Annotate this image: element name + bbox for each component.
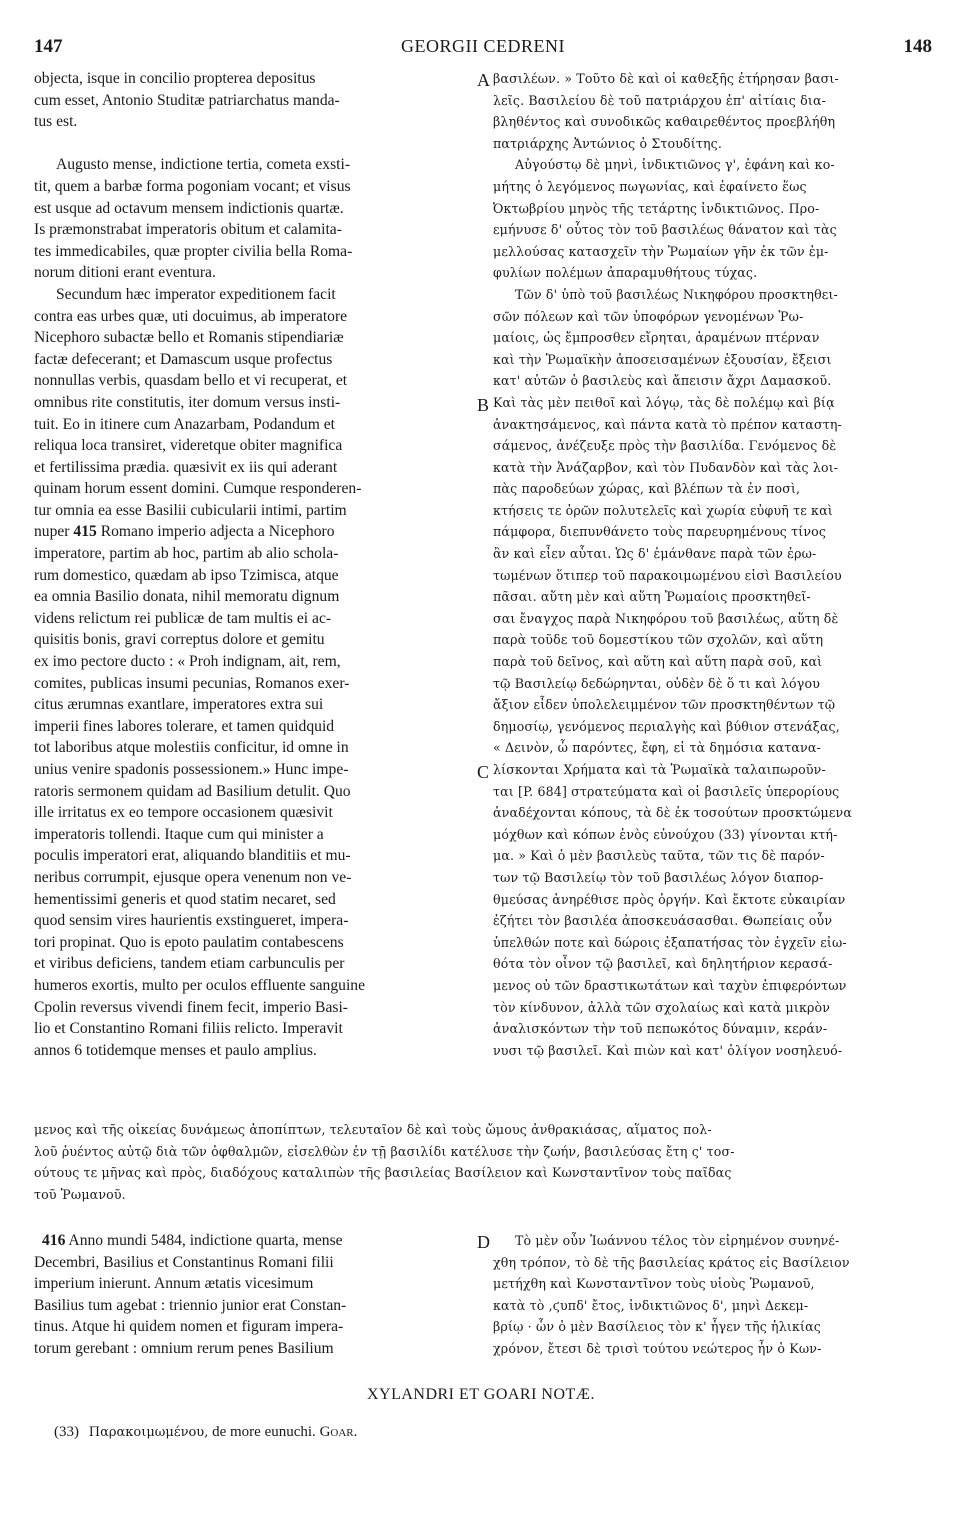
text-line: νυσι τῷ βασιλεῖ. Καὶ πιὼν καὶ κατ' ὀλίγον νοσηλευό- bbox=[493, 1042, 843, 1058]
text-line: « Δεινὸν, ὦ παρόντες, ἔφη, εἰ τὰ δημόσια κατανα- bbox=[493, 740, 821, 756]
text-line: imperium inierunt. Annum ætatis vicesimum bbox=[34, 1275, 314, 1293]
text-line: tus est. bbox=[34, 113, 78, 131]
text-line: λοῦ ῥυέντος αὐτῷ διὰ τῶν ὀφθαλμῶν, εἰσελθὼν ἐν τῇ βασιλίδι κατέλυσε τὴν ζωήν, βασιλεύσας ἔτη ς' τοσ- bbox=[34, 1143, 735, 1159]
text-line bbox=[34, 133, 474, 155]
text-line: πατριάρχης Ἀντώνιος ὁ Στουδίτης. bbox=[493, 135, 723, 151]
text-line: tes immedicabiles, quæ propter civilia bella Roma- bbox=[34, 242, 353, 260]
text-line: τωμένων ὅτιπερ τοῦ παρακοιμωμένου εἰσὶ Βασιλείου bbox=[493, 567, 842, 583]
text-line: ούτους τε μῆνας καὶ πρὸς, διαδόχους καταλιπὼν τῆς βασιλείας Βασίλειον καὶ Κωνσταντῖνον τοὺς παῖδας bbox=[34, 1165, 732, 1181]
text-line: est usque ad octavum mensem indictionis quartæ. bbox=[34, 199, 344, 217]
latin-column-top bbox=[34, 68, 474, 1061]
text-line: ex imo pectore ducto : « Proh indignam, ait, rem, bbox=[34, 653, 341, 671]
text-line: ille irritatus ex eo tempore occasionem quæsivit bbox=[34, 804, 333, 822]
text-line: Ὀκτωβρίου μηνὸς τῆς τετάρτης ἰνδικτιῶνος. Προ- bbox=[493, 200, 820, 216]
text-line: nonnullas verbis, quasdam bello et vi recuperat, et bbox=[34, 372, 348, 390]
text-line: θότα τὸν οἶνον τῷ βασιλεῖ, καὶ δηλητήριον κερασά- bbox=[493, 956, 833, 972]
text-line: Nicephoro subactæ bello et Romanis stipendiariæ bbox=[34, 329, 344, 347]
text-line: χθη τρόπον, τὸ δὲ τῆς βασιλείας κράτος εἰς Βασίλειον bbox=[493, 1254, 850, 1270]
inline-page-marker: 415 bbox=[73, 523, 97, 541]
text-line: videns relictum rei publicæ de tam multis ei ac- bbox=[34, 609, 332, 627]
text-line: κτήσεις τε ὁρῶν πολυτελεῖς καὶ χωρία εὐφυῆ τε καὶ bbox=[493, 502, 833, 518]
text-line: quinam horum essent domini. Cumque responderen- bbox=[34, 480, 362, 498]
text-line: Augusto mense, indictione tertia, cometa exsti- bbox=[56, 156, 351, 174]
text-line: μόχθων καὶ κόπων ἑνὸς εὐνούχου (33) γίνονται κτή- bbox=[493, 826, 838, 842]
footnote-text: de more eunuchi. bbox=[212, 1424, 316, 1440]
greek-column-top bbox=[493, 68, 933, 1061]
greek-column-bottom bbox=[493, 1230, 933, 1360]
text-line: Τῶν δ' ὑπὸ τοῦ βασιλέως Νικηφόρου προσκτηθει- bbox=[515, 286, 838, 302]
text-line: πᾶσαι. αὕτη μὲν καὶ αὕτη Ῥωμαίοις προσκτηθεῖ- bbox=[493, 589, 811, 605]
text-line: et viribus deficiens, tandem etiam carbunculis per bbox=[34, 955, 345, 973]
page-header bbox=[34, 36, 932, 62]
text-line: σῶν πόλεων καὶ τῶν ὑποφόρων γενομένων Ῥω- bbox=[493, 308, 804, 324]
text-line: lio et Constantino Romani filiis relicto. Imperavit bbox=[34, 1020, 343, 1038]
text-line: comites, publicas insumi pecunias, Romanos exer- bbox=[34, 674, 350, 692]
footnote-greek-word: Παρακοιμωμένου, bbox=[88, 1425, 209, 1440]
text-line: torum gerebant : omnium rerum penes Basilium bbox=[34, 1339, 334, 1357]
text-line: neribus corrumpit, ejusque opera venenum non ve- bbox=[34, 868, 352, 886]
text-line: objecta, isque in concilio propterea depositus bbox=[34, 70, 316, 87]
text-line: λίσκονται Χρήματα καὶ τὰ Ῥωμαϊκὰ ταλαιπωροῦν- bbox=[493, 762, 826, 777]
text-line: πὰς παροδεύων χώρας, καὶ βλέπων τὰ ἐν ποσὶ, bbox=[493, 481, 801, 497]
footnote-author: Goar. bbox=[319, 1424, 358, 1440]
text-line: καὶ τὴν Ῥωμαϊκὴν ἀποσεισαμένων ἐξουσίαν, ἔξεισι bbox=[493, 351, 832, 367]
text-line: humeros exortis, multo per oculos effluente sanguine bbox=[34, 976, 366, 994]
text-line: imperatoris tollendi. Itaque cum qui minister a bbox=[34, 825, 324, 843]
text-line: μελλούσας κατασχεῖν τὴν Ῥωμαίων γῆν ἐκ τῶν ἐμ- bbox=[493, 243, 829, 259]
text-line: reliqua loca transiret, videretque obiter magnifica bbox=[34, 437, 343, 455]
text-line: norum ditioni erant eventura. bbox=[34, 264, 216, 282]
text-line: ea omnia Basilio donata, nihil memoratu dignum bbox=[34, 588, 340, 606]
latin-column-bottom bbox=[34, 1230, 474, 1360]
text-line: σαι ἔναγχος παρὰ Νικηφόρου τοῦ βασιλέως, αὕτη δὲ bbox=[493, 610, 839, 626]
text-line: Decembri, Basilius et Constantinus Romani filii bbox=[34, 1253, 334, 1271]
text-line: tori propinat. Quo is epoto paulatim contabescens bbox=[34, 933, 344, 951]
text-line: nuper 415 Romano imperio adjecta a Nicephoro bbox=[34, 523, 335, 541]
text-line: μήτης ὁ λεγόμενος πωγωνίας, καὶ ἐφαίνετο ἕως bbox=[493, 178, 807, 194]
text-line: ἀναδέχονται κόπους, τὰ δὲ ἐκ τοσούτων προσκτώμενα bbox=[493, 805, 852, 821]
text-line: Καὶ τὰς μὲν πειθοῖ καὶ λόγῳ, τὰς δὲ πολέμῳ καὶ βίᾳ bbox=[493, 394, 835, 410]
text-line: tit, quem a barbæ forma pogoniam vocant; et visus bbox=[34, 177, 351, 195]
text-line: unius venire spadonis possessionem.» Hunc impe- bbox=[34, 761, 349, 778]
notes-heading: XYLANDRI ET GOARI NOTÆ. bbox=[366, 1386, 596, 1403]
text-line: βληθέντος καὶ συνοδικῶς καθαιρεθέντος προεβλήθη bbox=[493, 114, 836, 130]
text-line: Τὸ μὲν οὖν Ἰωάννου τέλος τὸν εἰρημένον συνηνέ- bbox=[515, 1233, 840, 1248]
text-line: imperii fines labores tolerare, et tamen quidquid bbox=[34, 717, 335, 735]
text-line: δημοσίῳ, γενόμενος περιαλγὴς καὶ βύθιον στενάξας, bbox=[493, 718, 840, 734]
text-line: et fertilissima prædia. quæsivit ex iis qui aderant bbox=[34, 458, 338, 476]
text-line: imperatore, partim ab hoc, partim ab alio schola- bbox=[34, 545, 339, 563]
text-line: τὸν κίνδυνον, ἀλλὰ τῶν σχολαίως καὶ κατὰ μικρὸν bbox=[493, 999, 831, 1015]
footnote-ref: (33) bbox=[54, 1424, 79, 1440]
text-line: παρὰ τοῦδε τοῦ δομεστίκου τῶν σχολῶν, καὶ αὕτη bbox=[493, 632, 824, 648]
right-page-number: 148 bbox=[903, 36, 932, 57]
greek-spanning-paragraph bbox=[34, 1119, 932, 1205]
text-line: 416 Anno mundi 5484, indictione quarta, mense bbox=[42, 1232, 343, 1249]
text-line: rum domestico, quædam ab ipso Tzimisca, atque bbox=[34, 566, 339, 584]
text-line: cum esset, Antonio Studitæ patriarchatus manda- bbox=[34, 91, 340, 109]
margin-marker-c: C bbox=[477, 762, 490, 782]
text-line: σάμενος, ἀνέζευξε πρὸς τὴν βασιλίδα. Γενόμενος δὲ bbox=[493, 438, 837, 454]
text-line: Cpolin reversus vivendi finem fecit, imperio Basi- bbox=[34, 998, 348, 1016]
inline-page-marker: 416 bbox=[42, 1232, 66, 1249]
text-line: Secundum hæc imperator expeditionem facit bbox=[56, 285, 336, 303]
text-line: κατὰ τὴν Ἀνάζαρβον, καὶ τὸν Πυδανδὸν καὶ τὰς λοι- bbox=[493, 459, 839, 475]
text-line: Αὐγούστῳ δὲ μηνὶ, ἰνδικτιῶνος γ', ἐφάνη καὶ κο- bbox=[515, 157, 835, 173]
text-line: λεῖς. Βασιλείου δὲ τοῦ πατριάρχου ἐπ' αἰτίαις δια- bbox=[493, 92, 827, 108]
text-line: ἀνακτησάμενος, καὶ πάντα κατὰ τὸ πρέπον καταστη- bbox=[493, 416, 842, 432]
text-line: ratoris sermonem quidam ad Basilium detulit. Quo bbox=[34, 782, 351, 800]
text-line: ἐζήτει τὸν βασιλέα ἀποσκευάσασθαι. Θωπείαις οὖν bbox=[493, 913, 833, 929]
text-line: ται [P. 684] στρατεύματα καὶ οἱ βασιλεῖς ὑπερορίους bbox=[493, 783, 840, 799]
text-line: tot laboribus atque molestiis conficitur, id omne in bbox=[34, 739, 349, 757]
text-line: Basilius tum agebat : triennio junior erat Constan- bbox=[34, 1296, 347, 1314]
text-line: θμεύσας ἀνηρέθισε πρὸς ὀργήν. Καὶ ἔκτοτε εὐκαιρίαν bbox=[493, 891, 846, 907]
text-line: quisitis bonis, gravi correptus dolore et gemitu bbox=[34, 631, 325, 649]
text-line: κατ' αὐτῶν ὁ βασιλεὺς καὶ ἄπεισιν ἄχρι Δαμασκοῦ. bbox=[493, 373, 832, 389]
text-line: μα. » Καὶ ὁ μὲν βασιλεὺς ταῦτα, τῶν τις δὲ παρόν- bbox=[493, 848, 825, 864]
text-line: tinus. Atque hi quidem nomen et figuram impera- bbox=[34, 1318, 344, 1336]
text-line: μετήχθη καὶ Κωνσταντῖνον τοὺς υἱοὺς Ῥωμανοῦ, bbox=[493, 1276, 815, 1292]
text-line: τῷ Βασιλείῳ δεδώρηνται, οὐδὲν δὲ ὅ τι καὶ λόγου bbox=[493, 675, 820, 691]
text-line: omnibus rite constitutis, iter domum versus insti- bbox=[34, 393, 341, 411]
text-line: χρόνον, ἔτεσι δὲ τρισὶ τούτου νεώτερος ἦν ὁ Κων- bbox=[493, 1340, 822, 1356]
text-line: παρὰ τοῦ δεῖνος, καὶ αὕτη καὶ αὕτη παρὰ σοῦ, καὶ bbox=[493, 654, 823, 670]
text-line: poculis imperatori erat, aliquando blanditiis et mu- bbox=[34, 847, 351, 865]
text-line: εμήνυσε δ' οὗτος τὸν τοῦ βασιλέως θάνατον καὶ τὰς bbox=[493, 222, 837, 238]
text-line: factæ defecerant; et Damascum usque profectus bbox=[34, 350, 333, 368]
margin-marker-a: A bbox=[477, 70, 490, 90]
text-line: contra eas urbes quæ, uti docuimus, ab imperatore bbox=[34, 307, 348, 325]
text-line: ἂν καὶ εἶεν αὗται. Ὡς δ' ἐμάνθανε παρὰ τῶν ἐρω- bbox=[493, 546, 817, 562]
margin-marker-b: B bbox=[477, 395, 490, 415]
running-title: GEORGII CEDRENI bbox=[401, 36, 565, 56]
text-line: πάμφορα, διεπυνθάνετο τοὺς παρευρημένους τίνος bbox=[493, 524, 827, 540]
text-line: βασιλέων. » Τοῦτο δὲ καὶ οἱ καθεξῆς ἐτήρησαν βασι- bbox=[493, 71, 839, 86]
text-line: tuit. Eo in itinere cum Anazarbam, Podandum et bbox=[34, 415, 335, 433]
text-line: annos 6 totidemque menses et paulo amplius. bbox=[34, 1041, 317, 1059]
text-line: μενος καὶ τῆς οἰκείας δυνάμεως ἀποπίπτων, τελευταῖον δὲ καὶ τοὺς ὤμους ἀνθρακιάσας, αἵματος πολ- bbox=[34, 1122, 712, 1137]
text-line: βρίῳ · ὧν ὁ μὲν Βασίλειος τὸν κ' ἦγεν τῆς ἡλικίας bbox=[493, 1319, 821, 1335]
text-line: μενος οὐ τῶν δραστικωτάτων καὶ ταχὺν ἐπιφερόντων bbox=[493, 977, 847, 993]
text-line: ἀναλισκόντων τὴν τοῦ πεπωκότος δύναμιν, κεράν- bbox=[493, 1021, 828, 1037]
text-line: ὑπελθών ποτε καὶ δώροις ἐξαπατήσας τὸν ἐγχεῖν εἰω- bbox=[493, 934, 847, 950]
text-line: μαίοις, ὡς ἔμπροσθεν εἴρηται, ἀραμένων πτέρναν bbox=[493, 330, 820, 346]
left-page-number: 147 bbox=[34, 36, 63, 57]
text-line: citus ærumnas exantlare, imperatores extra sui bbox=[34, 696, 324, 714]
text-line: των τῷ Βασιλείῳ τὸν τοῦ βασιλέως λόγον διαπορ- bbox=[493, 869, 824, 885]
text-line: hementissimi generis et quod statim necaret, sed bbox=[34, 890, 336, 908]
text-line: ἄξιον εἶδεν ὑπολελειμμένον τῶν προσκτηθέντων τῷ bbox=[493, 697, 836, 713]
text-line: κατὰ τὸ ,ϛυπδ' ἔτος, ἰνδικτιῶνος δ', μηνὶ Δεκεμ- bbox=[493, 1297, 809, 1313]
text-line: quod sensim vires haurientis exstingueret, impera- bbox=[34, 912, 349, 930]
text-line: tur omnia ea esse Basilii cubicularii intimi, partim bbox=[34, 501, 347, 519]
text-line: Is præmonstrabat imperatoris obitum et calamita- bbox=[34, 221, 342, 239]
margin-marker-d: D bbox=[477, 1232, 490, 1252]
text-line: φυλίων πολέμων ἀπαραμυθήτους τύχας. bbox=[493, 265, 758, 281]
text-line: τοῦ Ῥωμανοῦ. bbox=[34, 1186, 126, 1202]
footnote-33 bbox=[54, 1424, 914, 1441]
